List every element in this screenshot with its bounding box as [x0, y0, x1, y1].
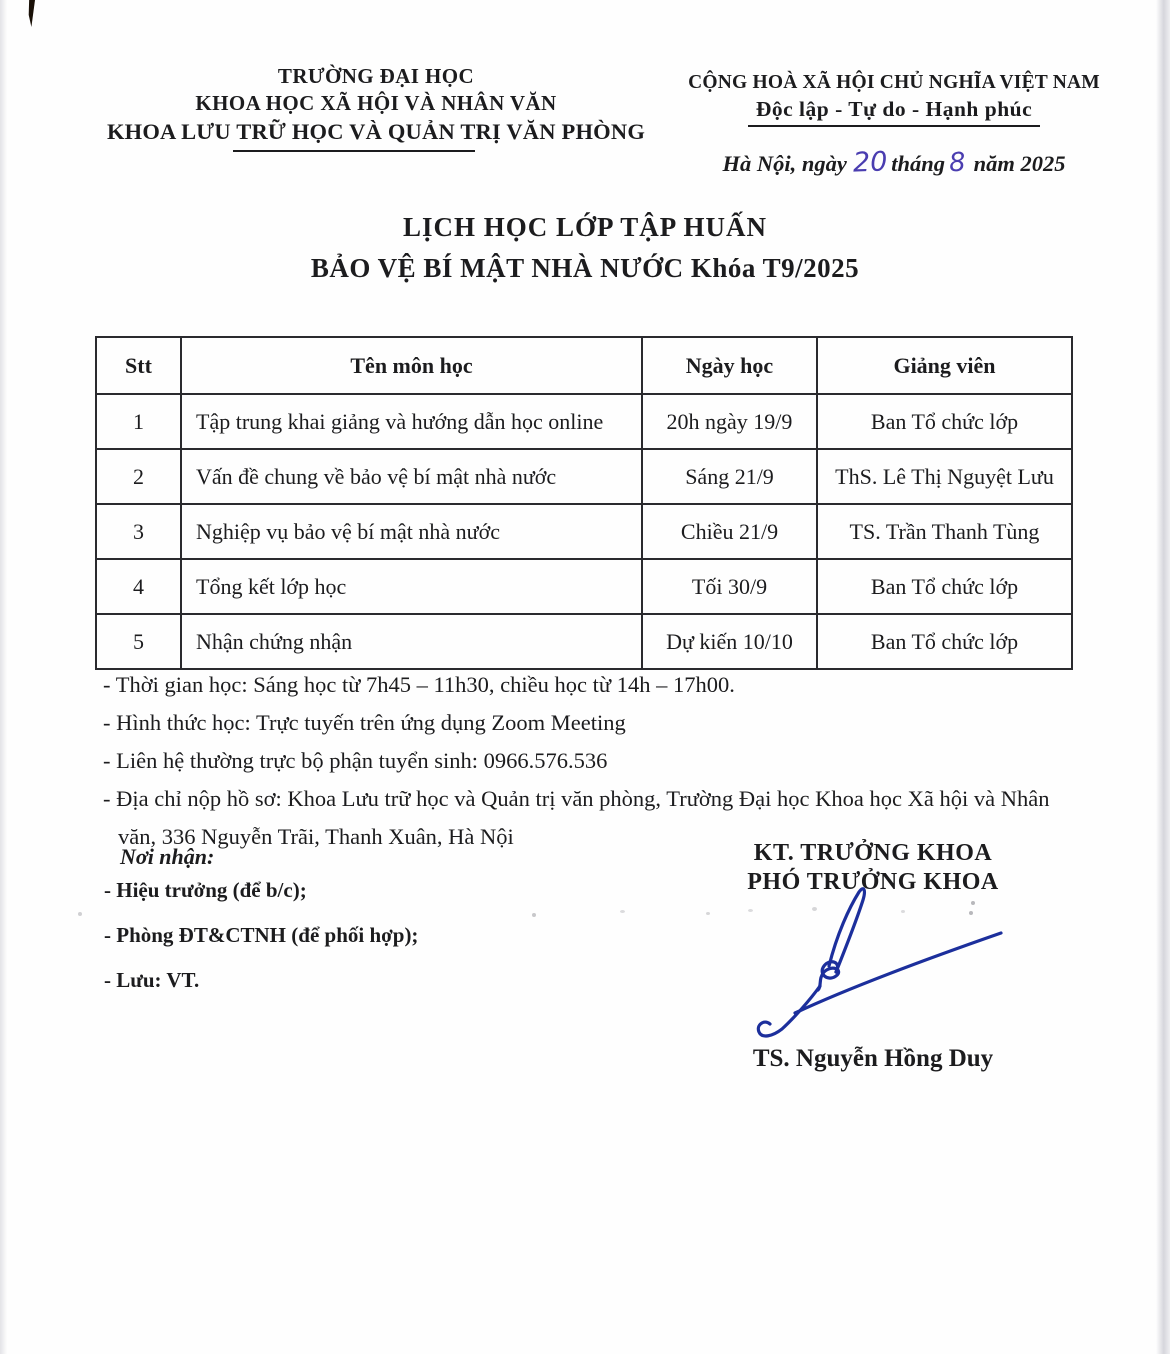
signer-role-1: KT. TRƯỞNG KHOA: [753, 840, 993, 866]
recipient-item: - Hiệu trưởng (để b/c);: [104, 878, 307, 902]
scan-speck: [969, 911, 973, 915]
table-row: [96, 449, 1072, 504]
note-line: - Hình thức học: Trực tuyến trên ứng dụng Zoom Meeting: [103, 710, 626, 735]
cell-stt: 3: [96, 504, 181, 559]
table-row: [96, 559, 1072, 614]
scan-speck: [532, 913, 536, 917]
handwritten-month: 8: [948, 147, 967, 179]
table-row: [96, 504, 1072, 559]
cell-subject: Tổng kết lớp học: [181, 559, 642, 614]
scan-edge-right: [1156, 0, 1170, 1354]
org-university: TRƯỜNG ĐẠI HỌC: [277, 64, 475, 88]
table-header-row: [96, 337, 1072, 394]
recipients-items: [104, 876, 534, 994]
cell-teacher: Ban Tổ chức lớp: [817, 559, 1072, 614]
scan-speck: [620, 910, 625, 913]
scan-speck: [706, 912, 710, 915]
col-header-teacher: Giảng viên: [817, 337, 1072, 394]
pen-mark-artifact: [26, 0, 35, 27]
recipients-title: Nơi nhận:: [120, 844, 215, 869]
cell-teacher: ThS. Lê Thị Nguyệt Lưu: [817, 449, 1072, 504]
title-line-2: BẢO VỆ BÍ MẬT NHÀ NƯỚC Khóa T9/2025: [310, 253, 860, 283]
note-line: - Liên hệ thường trực bộ phận tuyển sinh: 0966.576.536: [103, 748, 608, 773]
national-title: CỘNG HOÀ XÃ HỘI CHỦ NGHĨA VIỆT NAM: [688, 72, 1100, 93]
national-motto-block: [668, 72, 1120, 178]
cell-date: Chiều 21/9: [642, 504, 817, 559]
date-prefix: Hà Nội, ngày: [722, 151, 847, 176]
note-line: - Địa chỉ nộp hồ sơ: Khoa Lưu trữ học và Quản trị văn phòng, Trường Đại học Khoa học Xã hội và Nhân văn, 336 Nguyễn Trãi, Thanh Xuân, Hà Nội: [103, 786, 1050, 849]
scan-speck: [971, 901, 975, 905]
note-line: - Thời gian học: Sáng học từ 7h45 – 11h30, chiều học từ 14h – 17h00.: [103, 672, 735, 697]
recipient-item: - Lưu: VT.: [104, 968, 200, 992]
recipients-block: [104, 844, 534, 994]
scan-speck: [901, 910, 905, 913]
cell-stt: 5: [96, 614, 181, 669]
org-school: KHOA HỌC XÃ HỘI VÀ NHÂN VĂN: [195, 91, 557, 115]
date-suffix: năm 2025: [973, 151, 1066, 176]
notes-list: [103, 666, 1091, 856]
cell-teacher: Ban Tổ chức lớp: [817, 614, 1072, 669]
signer-name: TS. Nguyễn Hồng Duy: [752, 1045, 994, 1072]
document-title: [0, 212, 1170, 284]
title-line-1: LỊCH HỌC LỚP TẬP HUẤN: [402, 212, 768, 242]
table-row: [96, 394, 1072, 449]
cell-stt: 1: [96, 394, 181, 449]
handwritten-day: 20: [852, 146, 888, 179]
scan-speck: [812, 907, 817, 911]
recipient-item: - Phòng ĐT&CTNH (để phối hợp);: [104, 923, 419, 947]
scan-edge-left: [0, 0, 7, 1354]
cell-date: Tối 30/9: [642, 559, 817, 614]
scan-speck: [78, 912, 82, 916]
schedule-table: [95, 336, 1073, 670]
table-row: [96, 614, 1072, 669]
cell-subject: Vấn đề chung về bảo vệ bí mật nhà nước: [181, 449, 642, 504]
cell-stt: 4: [96, 559, 181, 614]
org-faculty: KHOA LƯU TRỮ HỌC VÀ QUẢN TRỊ VĂN PHÒNG: [106, 119, 646, 144]
signature-block: [648, 840, 1098, 1072]
cell-teacher: TS. Trần Thanh Tùng: [817, 504, 1072, 559]
cell-subject: Nghiệp vụ bảo vệ bí mật nhà nước: [181, 504, 642, 559]
national-motto: Độc lập - Tự do - Hạnh phúc: [748, 97, 1040, 127]
date-mid: tháng: [891, 151, 946, 176]
cell-subject: Tập trung khai giảng và hướng dẫn học online: [181, 394, 642, 449]
col-header-stt: Stt: [96, 337, 181, 394]
cell-teacher: Ban Tổ chức lớp: [817, 394, 1072, 449]
place-date-line: [668, 147, 1120, 178]
org-underline: [233, 150, 475, 152]
scan-speck: [748, 909, 753, 912]
signer-role-2: PHÓ TRƯỞNG KHOA: [747, 869, 999, 895]
cell-date: Sáng 21/9: [642, 449, 817, 504]
issuing-org-block: [92, 64, 660, 152]
cell-subject: Nhận chứng nhận: [181, 614, 642, 669]
col-header-subject: Tên môn học: [181, 337, 642, 394]
cell-stt: 2: [96, 449, 181, 504]
col-header-date: Ngày học: [642, 337, 817, 394]
handwritten-signature: [743, 882, 1013, 1047]
cell-date: Dự kiến 10/10: [642, 614, 817, 669]
cell-date: 20h ngày 19/9: [642, 394, 817, 449]
